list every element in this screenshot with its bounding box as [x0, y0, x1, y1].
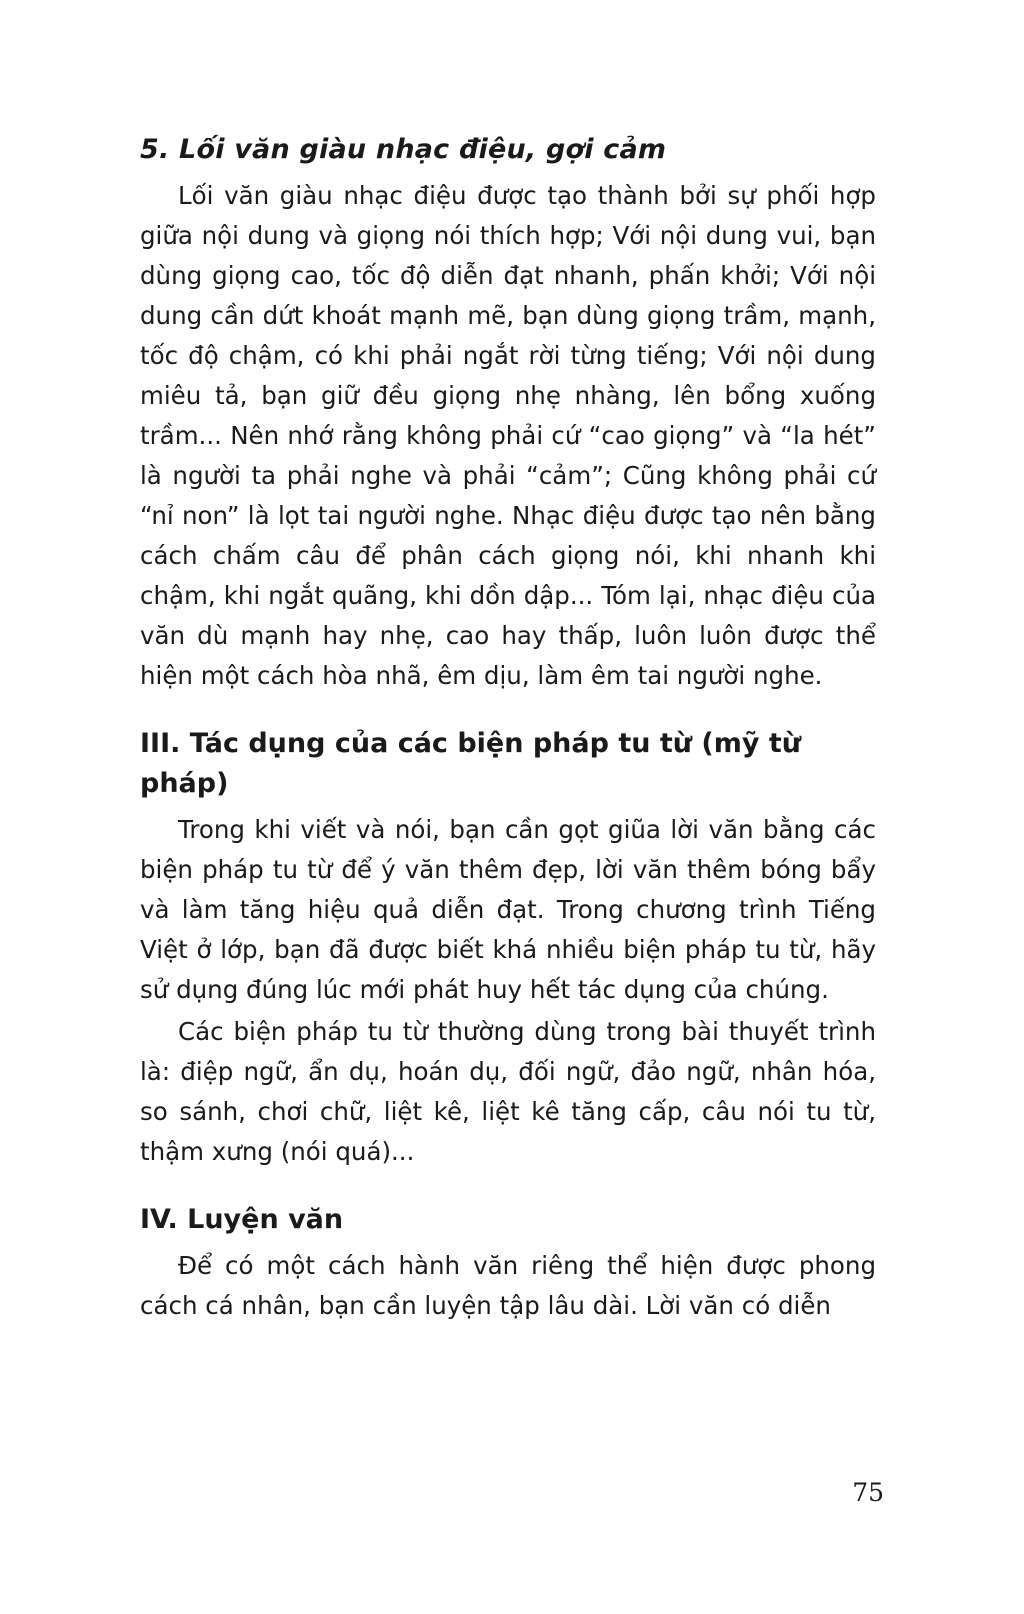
page-number: 75 [852, 1478, 884, 1507]
section-3-paragraph-1: Trong khi viết và nói, bạn cần gọt giũa lời văn bằng các biện pháp tu từ để ý văn thêm đẹp, lời văn thêm bóng bẩy và làm tăng hiệu quả diễn đạt. Trong chương trình Tiếng Việt ở lớp, bạn đã được biết khá nhiều biện pháp tu từ, hãy sử dụng đúng lúc mới phát huy hết tác dụng của chúng. [140, 815, 876, 1004]
section-3-paragraph-2: Các biện pháp tu từ thường dùng trong bài thuyết trình là: điệp ngữ, ẩn dụ, hoán dụ, đối ngữ, đảo ngữ, nhân hóa, so sánh, chơi chữ, liệt kê, liệt kê tăng cấp, câu nói tu từ, thậm xưng (nói quá)... [140, 1017, 876, 1166]
page-content [140, 130, 876, 1328]
section-5-paragraph: Lối văn giàu nhạc điệu được tạo thành bởi sự phối hợp giữa nội dung và giọng nói thích hợp; Với nội dung vui, bạn dùng giọng cao, tốc độ diễn đạt nhanh, phấn khởi; Với nội dung cần dứt khoát mạnh mẽ, bạn dùng giọng trầm, mạnh, tốc độ chậm, có khi phải ngắt rời từng tiếng; Với nội dung miêu tả, bạn giữ đều giọng nhẹ nhàng, lên bổng xuống trầm... Nên nhớ rằng không phải cứ “cao giọng” và “la hét” là người ta phải nghe và phải “cảm”; Cũng không phải cứ “nỉ non” là lọt tai người nghe. Nhạc điệu được tạo nên bằng cách chấm câu để phân cách giọng nói, khi nhanh khi chậm, khi ngắt quãng, khi dồn dập... Tóm lại, nhạc điệu của văn dù mạnh hay nhẹ, cao hay thấp, luôn luôn được thể hiện một cách hòa nhã, êm dịu, làm êm tai người nghe. [140, 181, 876, 690]
section-4-heading: IV. Luyện văn [140, 1204, 344, 1235]
section-4-paragraph: Để có một cách hành văn riêng thể hiện được phong cách cá nhân, bạn cần luyện tập lâu dài. Lời văn có diễn [140, 1251, 876, 1320]
section-5-title: 5. Lối văn giàu nhạc điệu, gợi cảm [140, 134, 667, 165]
section-3-heading: III. Tác dụng của các biện pháp tu từ (mỹ từ pháp) [140, 728, 801, 799]
